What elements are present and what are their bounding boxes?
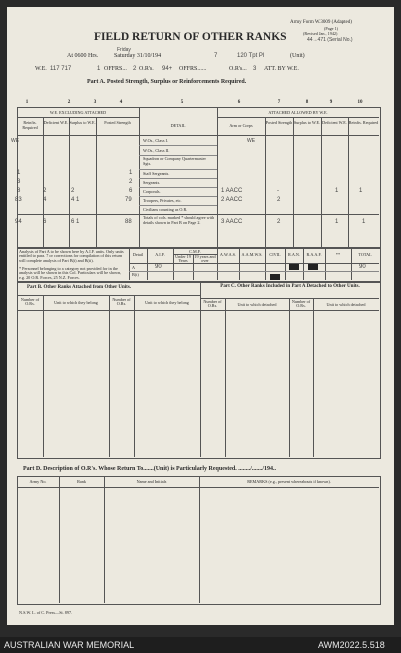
an-total: TOTAL <box>358 252 372 257</box>
row-cpls: Corporals. <box>143 189 161 194</box>
offrs-label-1: OFFRS... <box>104 66 127 72</box>
col-num-3: 3 <box>93 100 97 105</box>
pb-col-unit-2: Unit to which they belong <box>145 300 189 305</box>
col-num-8: 8 <box>305 100 309 105</box>
form-number: Army Form W.3009 (Adapted) <box>290 20 352 25</box>
pc-col-unit-1: Unit to which detached <box>237 302 277 307</box>
r6-c1: 83 <box>15 197 22 203</box>
hdr-deficient-r: Deficient W.E. <box>322 120 347 125</box>
hours-label: At 0600 Hrs. <box>67 53 99 59</box>
blackout-mark <box>289 264 299 270</box>
unit-name: 120 Tpt Pl <box>237 53 265 59</box>
r6-c6: 2 AACC <box>221 197 243 203</box>
we-or-count: 2 <box>133 66 137 72</box>
form-page <box>7 7 394 625</box>
col-num-6: 6 <box>237 100 241 105</box>
pb-col-num-2: Number of O.Rs. <box>112 297 131 307</box>
r4-c4: 2 <box>129 179 133 185</box>
r6-c7: 2 <box>277 197 281 203</box>
r8-c3: 6 1 <box>71 219 80 225</box>
we-label: W.E. <box>35 66 47 72</box>
part-c-title: Part C. Other Ranks Included in Part A Detached to Other Units. <box>220 284 360 289</box>
pc-col-unit-2: Unit to which detached <box>326 302 366 307</box>
form-title: FIELD RETURN OF OTHER RANKS <box>94 31 287 43</box>
pb-col-num-1: Number of O.Rs. <box>20 297 40 307</box>
unit-label: (Unit) <box>290 53 305 59</box>
revised-date: (Revised Jan., 1942) <box>303 31 338 36</box>
r5-c10: 1 <box>359 188 363 194</box>
an-raaf: R.A.A.F. <box>306 252 322 257</box>
an-aif-a: 90 <box>155 264 162 270</box>
an-aif: A.I.F. <box>155 252 165 257</box>
r3-c4: 1 <box>129 170 133 176</box>
an-cmf-over: 19 years and over <box>194 254 216 263</box>
pd-col-remarks: REMARKS (e.g., present whereabouts if known). <box>247 479 331 484</box>
r4-c1: 3 <box>17 179 21 185</box>
col-num-7: 7 <box>277 100 281 105</box>
r5-c2: 2 <box>43 188 47 194</box>
an-star: ** <box>335 252 341 257</box>
col-num-4: 4 <box>119 100 123 105</box>
part-bc-table <box>17 282 381 459</box>
an-awas: A.W.A.S. <box>219 252 237 257</box>
we-mark-left: WE <box>11 138 20 144</box>
row-civilians: Civilians counting as O.R. <box>143 207 188 212</box>
an-cmf-under: Under 19 Years <box>175 254 191 263</box>
year-digit: 7 <box>214 53 218 59</box>
we-offrs-count: 1 <box>97 66 101 72</box>
pb-col-unit-1: Unit to which they belong <box>54 300 98 305</box>
we-excluding-attached: W.E. EXCLUDING ATTACHED <box>49 110 107 115</box>
pc-col-num-2: Number of O.Rs. <box>291 299 311 309</box>
we-number: 117 717 <box>50 66 72 72</box>
row-sgts: Sergeants. <box>143 180 161 185</box>
r5-c6: 1 AACC <box>221 188 243 194</box>
hdr-posted-strength-r: Posted Strength <box>265 120 293 125</box>
r8-c2: 6 <box>43 219 47 225</box>
footer-catalog-id: AWM2022.5.518 <box>318 640 385 650</box>
ors-label-2: O.R's... <box>229 66 247 72</box>
att-by-we-label: ATT. BY W.E. <box>264 66 299 72</box>
row-staff-sgts: Staff Sergeants. <box>143 171 170 176</box>
r6-c2: 4 <box>43 197 47 203</box>
row-wo1: W.Os., Class I. <box>143 138 168 143</box>
col-num-10: 10 <box>357 100 363 105</box>
r6-c3: 4 1 <box>71 197 80 203</box>
an-detail: Detail <box>132 252 144 257</box>
row-troopers: Troopers, Privates, etc. <box>143 198 182 203</box>
r8-c6: 3 AACC <box>221 219 243 225</box>
an-cmf: C.M.F. <box>189 249 201 254</box>
or-count-2: 94+ <box>162 66 173 72</box>
r5-c4: 6 <box>129 188 133 194</box>
r5-c9: 1 <box>335 188 339 194</box>
an-total-a: 90 <box>359 264 366 270</box>
row-totals: Totals of cols. marked * should agree with details shown in Part B on Page 2. <box>143 215 215 225</box>
printer-imprint: N.S.W. L. of C. Press—St. 897. <box>19 610 73 615</box>
page-indicator: (Page 1) <box>324 26 339 31</box>
hdr-deficient: Deficient W.E. <box>43 120 69 125</box>
hdr-posted-strength: Posted Strength <box>104 120 131 125</box>
footer-institution: AUSTRALIAN WAR MEMORIAL <box>4 640 135 650</box>
we-mark-right: WE <box>247 138 256 144</box>
an-ran: R.A.N. <box>288 252 300 257</box>
blackout-mark <box>308 264 318 270</box>
row-wo2: W.Os., Class II. <box>143 148 170 153</box>
attached-allowed: ATTACHED ALLOWED BY W.E. <box>268 110 328 115</box>
r6-c4: 79 <box>125 197 132 203</box>
day-handwritten: Friday <box>117 47 131 53</box>
r5-c3: 2 <box>71 188 75 194</box>
an-row-bi: B(i) <box>132 272 139 277</box>
part-d-title: Part D. Description of O.R's. Whose Return To.......(Unit) is Particularly Requested. ......../......./194.. <box>23 466 277 472</box>
serial-number: 44→471 (Serial No.) <box>307 37 353 43</box>
row-cqms: Squadron or Company Quartermaster Sgts. <box>143 156 206 166</box>
attached-count: 3 <box>253 66 257 72</box>
hdr-reinfts-r: Reinfts. Required <box>348 120 379 125</box>
r8-c1: 94 <box>15 219 22 225</box>
r5-c7: - <box>277 188 279 194</box>
ors-label-1: O.R's. <box>139 66 154 72</box>
pc-col-num-1: Number of O.Rs. <box>203 299 222 309</box>
r5-c1: 8 <box>17 188 21 194</box>
part-a-title: Part A. Posted Strength, Surplus or Reinforcements Required. <box>87 79 247 85</box>
pd-col-name: Name and Initials <box>136 479 167 484</box>
hdr-surplus-r: Surplus to W.E. <box>293 120 321 125</box>
an-aamws: A.A.M.W.S. <box>241 252 263 257</box>
analysis-note: Analysis of Part A to be shown here by A.I.F. units. Only units entitled to para. 7 or corrections for compilation of this return will complete analysis of Part B(i) and B(ii). <box>19 249 124 263</box>
part-b-title: Part B. Other Ranks Attached from Other Units. <box>27 285 132 290</box>
an-civil: CIVIL <box>269 252 281 257</box>
pd-col-rank: Rank <box>77 479 86 484</box>
date-field: Saturday 31/10/194 <box>114 53 162 59</box>
hdr-arm-corps: Arm or Corps <box>229 123 253 128</box>
r8-c7: 2 <box>277 219 281 225</box>
analysis-footnote: * Personnel belonging to a category not provided for in the analysis will be shown in this Col. Particulars will be shown, e.g. 20 O.R. Forces, 25 N.Z. Forces. <box>19 266 122 280</box>
col-num-5: 5 <box>180 100 184 105</box>
col-num-1: 1 <box>25 100 29 105</box>
r8-c10: 1 <box>362 219 366 225</box>
r3-c1: 1 <box>17 170 21 176</box>
blackout-mark <box>270 274 280 280</box>
archive-footer <box>0 637 401 653</box>
r8-c9: 1 <box>335 219 339 225</box>
an-row-a: A <box>132 265 136 270</box>
col-num-2: 2 <box>67 100 71 105</box>
hdr-reinfts-required: Reinfts. Required <box>22 120 38 130</box>
offrs-label-2: OFFRS...... <box>179 66 207 72</box>
hdr-detail: DETAIL <box>170 123 186 128</box>
col-num-9: 9 <box>329 100 333 105</box>
r8-c4: 88 <box>125 219 132 225</box>
pd-col-army-no: Army No. <box>29 479 47 484</box>
hdr-surplus: Surplus to W.E. <box>69 120 96 125</box>
